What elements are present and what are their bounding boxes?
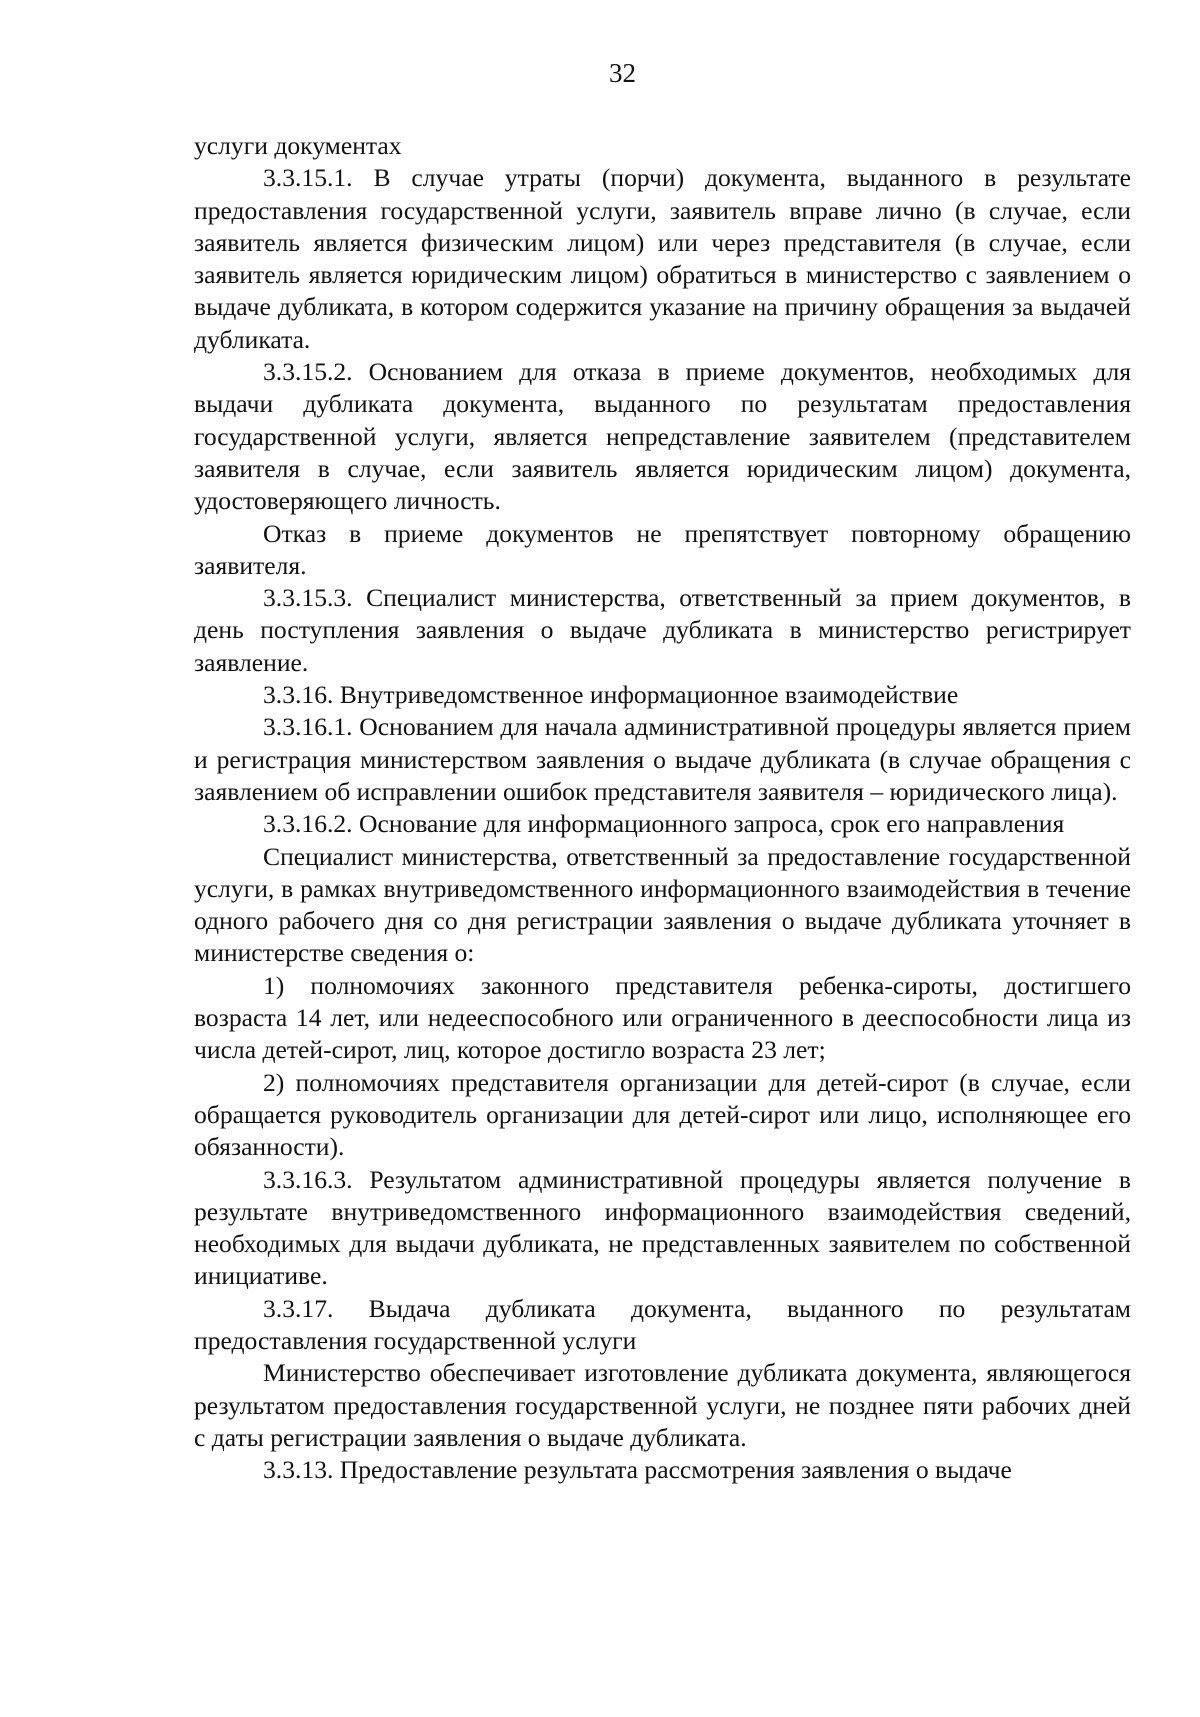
paragraph: 3.3.15.1. В случае утраты (порчи) документа, выданного в результате предоставления государственной услуги, заявитель вправе лично (в случае, если заявитель является физическим лицом) или через представителя (в случае, если заявитель является юридическим лицом) обратиться в министерство с заявлением о выдаче дубликата, в котором содержится указание на причину обращения за выдачей дубликата. [194, 163, 1131, 354]
paragraph: 1) полномочиях законного представителя ребенка-сироты, достигшего возраста 14 лет, или недееспособного или ограниченного в дееспособности лица из числа детей-сирот, лиц, которое достигло возраста 23 лет; [194, 970, 1131, 1065]
paragraph: 3.3.13. Предоставление результата рассмотрения заявления о выдаче [263, 1455, 1012, 1485]
paragraph: Специалист министерства, ответственный за предоставление государственной услуги, в рамках внутриведомственного информационного взаимодействия в течение одного рабочего дня со дня регистрации заявления о выдаче дубликата уточняет в министерстве сведения о: [194, 841, 1131, 968]
paragraph: 3.3.15.3. Специалист министерства, ответственный за прием документов, в день поступления заявления о выдаче дубликата в министерство регистрирует заявление. [194, 583, 1131, 677]
paragraph: 3.3.16.3. Результатом административной процедуры является получение в результате внутриведомственного информационного взаимодействия сведений, необходимых для выдачи дубликата, не представленных заявителем по собственной инициативе. [194, 1164, 1131, 1291]
paragraph: 3.3.16.2. Основание для информационного запроса, срок его направления [263, 809, 1065, 839]
paragraph: 3.3.16. Внутриведомственное информационное взаимодействие [263, 680, 959, 710]
paragraph: услуги документах [194, 131, 402, 160]
paragraph: 3.3.17. Выдача дубликата документа, выданного по результатам предоставления государственной услуги [194, 1293, 1131, 1355]
paragraph: 2) полномочиях представителя организации для детей-сирот (в случае, если обращается руководитель организации для детей-сирот или лицо, исполняющее его обязанности). [194, 1067, 1131, 1162]
page-number: 32 [609, 58, 636, 88]
paragraph: Отказ в приеме документов не препятствует повторному обращению заявителя. [194, 518, 1131, 580]
paragraph: 3.3.15.2. Основанием для отказа в приеме документов, необходимых для выдачи дубликата документа, выданного по результатам предоставления государственной услуги, является непредставление заявителем (представителем заявителя в случае, если заявитель является юридическим лицом) документа, удостоверяющего личность. [194, 357, 1131, 516]
paragraph: Министерство обеспечивает изготовление дубликата документа, являющегося результатом предоставления государственной услуги, не позднее пяти рабочих дней с даты регистрации заявления о выдаче дубликата. [194, 1358, 1131, 1452]
paragraph: 3.3.16.1. Основанием для начала административной процедуры является прием и регистрация министерством заявления о выдаче дубликата (в случае обращения с заявлением об исправлении ошибок представителя заявителя – юридического лица). [194, 712, 1131, 806]
body-text [194, 130, 1131, 1486]
